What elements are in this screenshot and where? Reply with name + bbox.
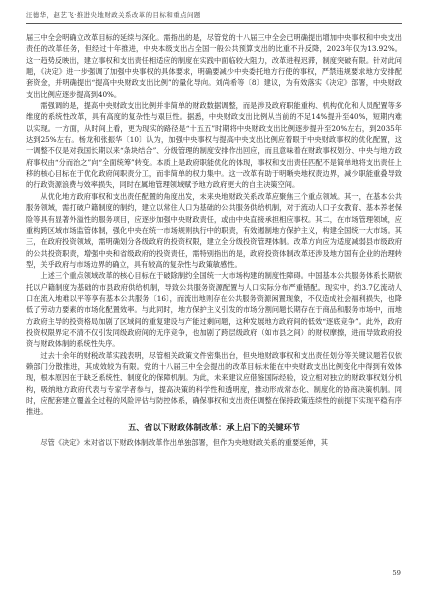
body-text [26, 32, 402, 448]
paragraph-4: 上述三个重点领域改革的核心目标在于破除制约全国统一大市场构建的制度性障碍。中国基本公共服务体系长期依托以户籍制度为基础的市县政府供给机制，导致公共服务资源配置与人口实际分布严重错配。现实中，约3.7亿流动人口在流入地难以平等享有基本公共服务〔16〕，而流出地则存在公共服务资源闲置现象，不仅造成社会福利损失，也降低了劳动力要素的市场化配置效率。与此同时，地方保护主义引发的市场分割问题长期存在于商品和服务市场中，而地方政府主导的投资格局加剧了区域间的重复建设与产能过剩问题，这种发展地方政府间的低效“逐底竞争”。此外，政府投资权限界定不清不仅引发同级政府间的无序竞争，也加剧了跨层级政府（如市县之间）的财权摩擦，进而导致政府投资与财政体制的系统性失序。 [26, 271, 402, 349]
running-head: 汪德华，赵艺飞·推进央地财政关系改革的目标和重点问题 [26, 11, 201, 19]
header-rule [26, 23, 402, 24]
paragraph-3: 从优化地方政府事权和支出责任配置的角度出发，未来央地财政关系改革应聚焦三个重点领域。其一，在基本公共服务领域，需打破户籍制度的制约，建立以常住人口为基础的公共服务供给机制，对于流动人口子女教育、基本养老保险等具有显著外溢性的服务项目，应逐步加强中央财政责任，或由中央直接承担相应事权。其二，在市场管理领域，应重构跨区域市场监管体制，强化中央在统一市场规则执行中的职责，有效遏制地方保护主义，构建全国统一大市场。其三，在政府投资领域，需明确划分各级政府的投资权限，建立全分级投资管理体制。改革方向应为适度减弱县市级政府的公共投资职责，增强中央和省级政府的投资责任，需特别指出的是，政府投资体制改革还涉及地方国有企业的治理转型，关乎政府与市场边界的确立，具有较高的复杂性与政策敏感性。 [26, 191, 402, 269]
paragraph-6: 尽管《决定》未对省以下财政体制改革作出单独部署，但作为央地财政关系的重要延伸，其 [40, 437, 328, 447]
paragraph-1: 届三中全会明确立改革目标的延续与深化。需指出的是，尽管党的十八届三中全会已明确提出增加中央事权和中央支出责任的改革任务，但经过十年推进，中央本级支出占全国一般公共预算支出的比重不升反降，2023年仅为13.92%。这一趋势反映出，建立事权和支出责任相适应的制度在实践中面临较大阻力，改革进程迟滞，制度突破有限。针对此问题，《决定》进一步强调了加强中央事权的具体要求，明确要减少中央委托地方行使的事权，严禁违规要求地方安排配套资金，并明确提出“提高中央财政支出比例”的量化导向。刘尚希等〔8〕建议，为有效落实《决定》部署，中央财政支出比例应逐步提高到40%。 [26, 33, 402, 99]
page-number: 59 [392, 569, 401, 577]
paragraph-5: 过去十余年的财税改革实践表明，尽管相关政策文件密集出台，但央地财政事权和支出责任划分等关键议题若仅依赖部门分散推进，其成效较为有限。党的十八届三中全会提出的改革目标未能在中央财政支出比例变化中得到有效体现，根本原因在于缺乏系统性、制度化的保障机制。为此，未来建议应借鉴国际经验，设立相对独立的财政事权划分机构，吸纳地方政府代表与专家学者参与，提高决策的科学性和透明度，推动形成常态化、制度化的协商决策机制。同时，应配套建立覆盖全过程的风险评估与防控体系，确保事权和支出责任调整在保持政策连续性的前提下实现平稳有序推进。 [26, 350, 402, 417]
paragraph-2: 需强调的是，提高中央财政支出比例并非简单的财政数据调整，而是涉及政府职能重构、机构优化和人员配置等多维度的系统性改革，具有高度的复杂性与艰巨性。据悉，中央财政支出比例从当前的不足14%提升至40%，短期内难以实现。一方面，从时间上看，更为现实的路径是“十五五”时期将中央财政支出比例逐步提升至20%左右，到2035年达到25%左右。杨龙和张振华〔10〕认为，加强中央事权与提高中央支出比例应着眼于中央财政事权的优化配置，这一调整不仅是对我国长期以来“条块结合”、分级管理的制度安排作出回应，而且意味着在财政事权划分、中央与地方政府事权由“分而治之”向“全面统筹”转变。本质上是政府职能优化的体现，事权和支出责任匹配不是简单地将支出责任上移的核心目标在于优化政府间职责分工，而非简单的权力集中。这一改革有助于明晰央地权责边界，减少职能重叠导致的行政资源浪费与效率损失，同时在属地管理领域赋予地方政府更大的自主决策空间。 [26, 101, 402, 190]
section-heading: 五、省以下财政体制改革：承上启下的关键环节 [128, 421, 300, 432]
